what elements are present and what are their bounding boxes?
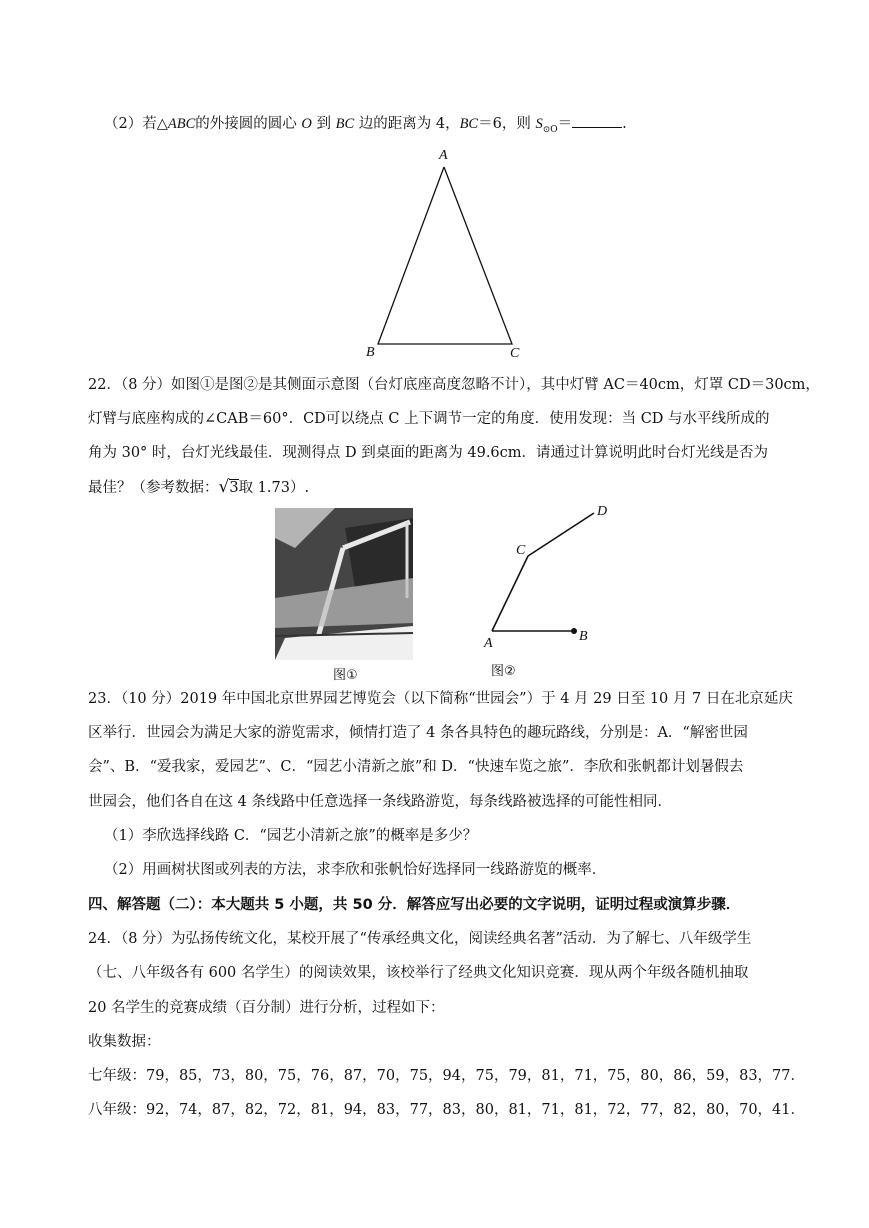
q24-grade8-data: 八年级：92，74，87，82，72，81，94，83，77，83，80，81，71，81，72，77，82，80，70，41．	[88, 1102, 806, 1118]
section-4-heading: 四、解答题（二）：本大题共 5 小题，共 50 分．解答应写出必要的文字说明，证明过程或演算步骤．	[88, 897, 741, 913]
q24-line3: 20 名学生的竞赛成绩（百分制）进行分析，过程如下：	[88, 1000, 445, 1016]
q21-part2: （2）若△ABC的外接圆的圆心 O 到 BC 边的距离为 4，BC＝6，则 $S_{⊙O}=$ .	[104, 113, 627, 140]
fig2-label-b: B	[579, 629, 588, 644]
triangle-outline	[378, 167, 512, 344]
fig1-caption: 图①	[333, 668, 358, 683]
q24-line2: （七、八年级各有 600 名学生）的阅读效果，该校举行了经典文化知识竞赛．现从两个年级各随机抽取	[88, 965, 749, 981]
q23-part1: （1）李欣选择线路 C．“园艺小清新之旅”的概率是多少？	[104, 828, 478, 844]
fig2-caption: 图②	[491, 664, 516, 679]
q22-line3: 角为 30° 时，台灯光线最佳．现测得点 D 到桌面的距离为 49.6cm．请通过计算说明此时台灯光线是否为	[88, 445, 769, 461]
q24-collect: 收集数据：	[88, 1034, 161, 1050]
sqrt-symbol: √	[218, 477, 230, 497]
fig2-label-d: D	[597, 504, 608, 519]
q22-line2: 灯臂与底座构成的∠CAB＝60°．CD可以绕点 C 上下调节一定的角度．使用发现：当 CD 与水平线所成的	[88, 411, 770, 427]
q24-line1: 24．（8 分）为弘扬传统文化，某校开展了“传承经典文化，阅读经典名著”活动．为了解七、八年级学生	[88, 931, 752, 947]
q23-part2: （2）用画树状图或列表的方法，求李欣和张帆恰好选择同一线路游览的概率．	[104, 862, 607, 878]
triangle-label-c: C	[510, 346, 520, 361]
q23-line2: 区举行．世园会为满足大家的游览需求，倾情打造了 4 条各具特色的趣玩路线，分别是：A．“解密世园	[88, 725, 748, 741]
triangle-label-b: B	[366, 345, 375, 360]
fig2-label-a: A	[484, 636, 493, 650]
lamp-schematic	[478, 498, 618, 650]
triangle-figure	[360, 145, 530, 365]
triangle-label-a: A	[439, 148, 448, 163]
point-b	[571, 628, 577, 634]
desk-lamp-photo-art	[275, 508, 413, 660]
q24-grade7-data: 七年级：79，85，73，80，75，76，87，70，75，94，75，79，81，71，75，80，86，59，83，77．	[88, 1068, 806, 1084]
answer-blank	[572, 113, 622, 128]
segment-cd	[528, 513, 594, 556]
q22-line4: 最佳？（参考数据：√3取 1.73）.	[88, 477, 310, 497]
q22-line1: 22．（8 分）如图①是图②是其侧面示意图（台灯底座高度忽略不计），其中灯臂 AC＝40cm，灯罩 CD＝30cm，	[88, 377, 820, 393]
fig2-label-c: C	[516, 543, 526, 558]
segment-ac	[492, 556, 528, 631]
q23-line3: 会”、B．“爱我家，爱园艺”、C．“园艺小清新之旅”和 D．“快速车览之旅”．李欣和张帆都计划暑假去	[88, 759, 744, 775]
q23-line1: 23．（10 分）2019 年中国北京世界园艺博览会（以下简称“世园会”）于 4 月 29 日至 10 月 7 日在北京延庆	[88, 691, 793, 707]
q23-line4: 世园会，他们各自在这 4 条线路中任意选择一条线路游览，每条线路被选择的可能性相同．	[88, 794, 672, 810]
desk-lamp-photo	[275, 508, 413, 660]
